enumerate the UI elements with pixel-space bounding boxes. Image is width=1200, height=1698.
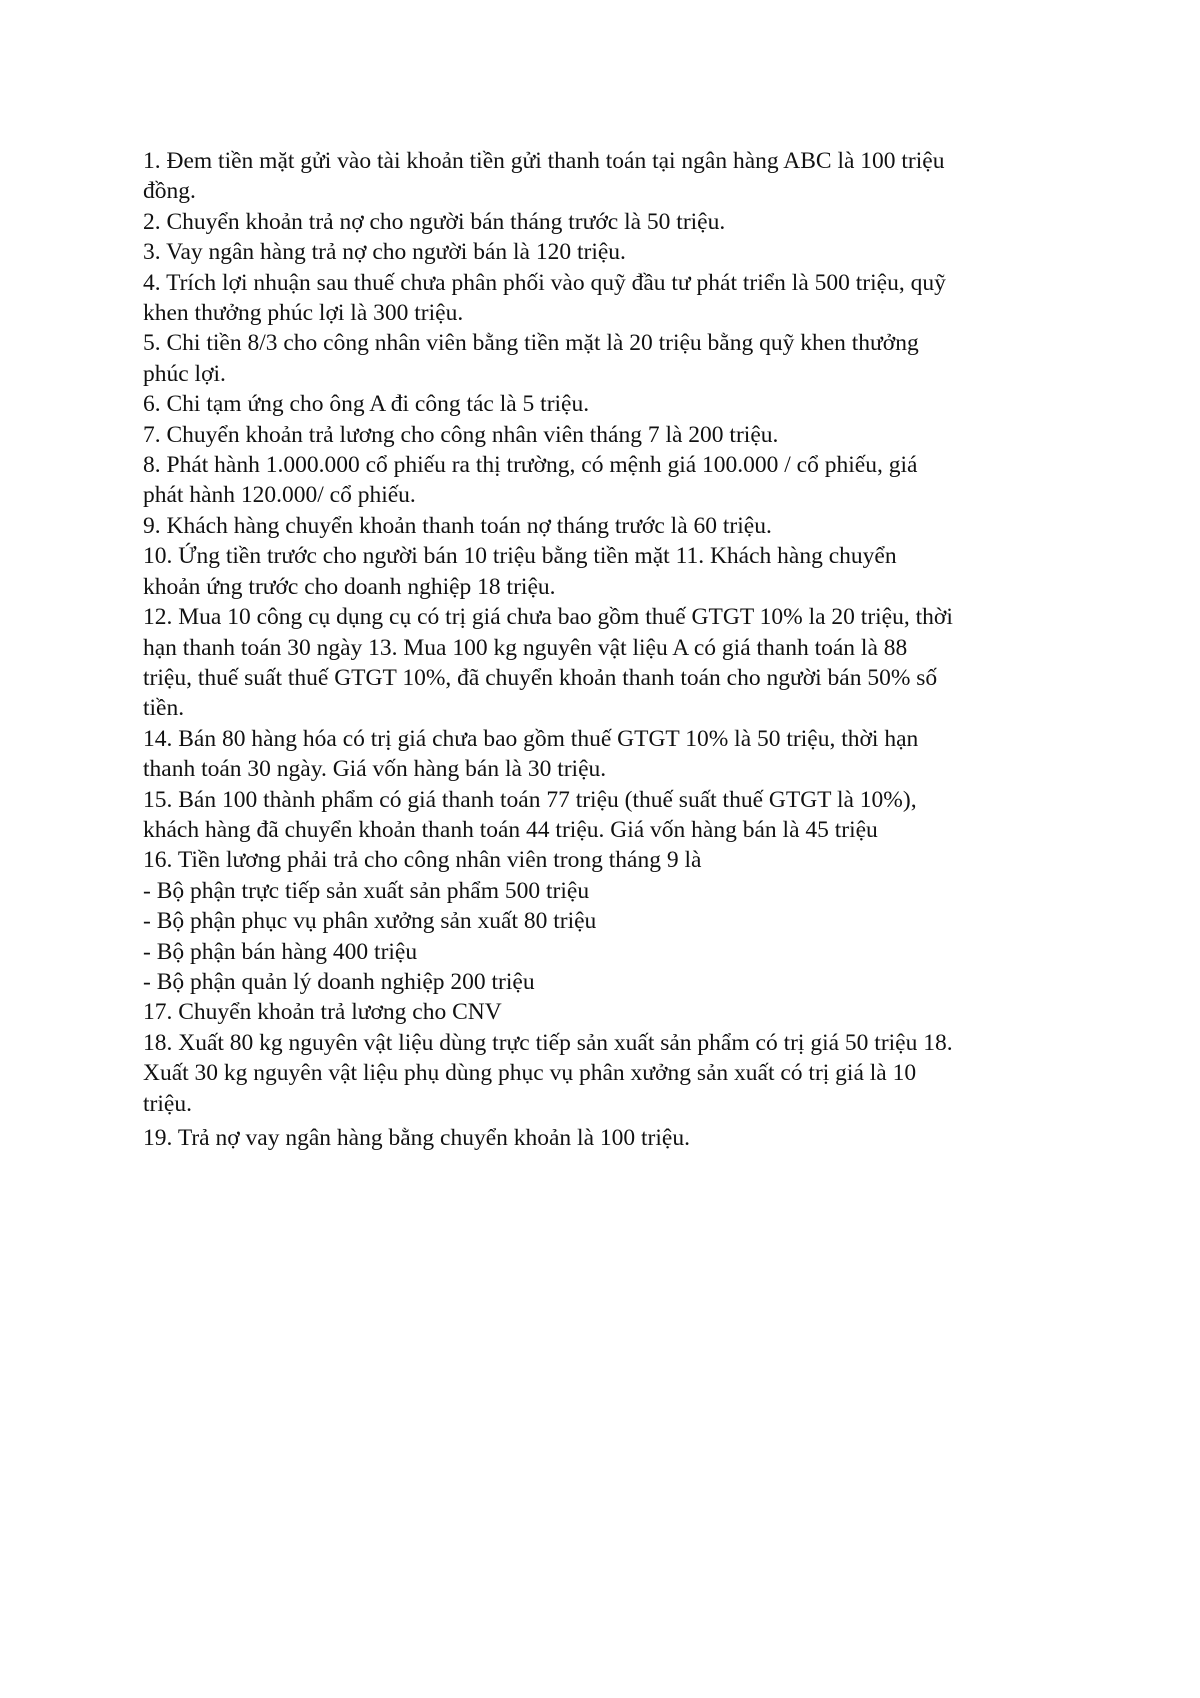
text-line: 4. Trích lợi nhuận sau thuế chưa phân phối vào quỹ đầu tư phát triển là 500 triệu, quỹ [143, 269, 946, 296]
text-line: 6. Chi tạm ứng cho ông A đi công tác là 5 triệu. [143, 391, 590, 418]
text-line: khách hàng đã chuyển khoản thanh toán 44 triệu. Giá vốn hàng bán là 45 triệu [143, 816, 878, 843]
text-line: khoản ứng trước cho doanh nghiệp 18 triệu. [143, 573, 556, 600]
text-line: 9. Khách hàng chuyển khoản thanh toán nợ tháng trước là 60 triệu. [143, 512, 772, 539]
text-line: hạn thanh toán 30 ngày 13. Mua 100 kg nguyên vật liệu A có giá thanh toán là 88 [143, 634, 908, 661]
text-line: tiền. [143, 695, 185, 722]
text-line: 18. Xuất 80 kg nguyên vật liệu dùng trực tiếp sản xuất sản phẩm có trị giá 50 triệu 18. [143, 1029, 953, 1056]
text-line: 14. Bán 80 hàng hóa có trị giá chưa bao gồm thuế GTGT 10% là 50 triệu, thời hạn [143, 725, 919, 752]
text-line: - Bộ phận trực tiếp sản xuất sản phẩm 500 triệu [143, 877, 590, 904]
text-line: 1. Đem tiền mặt gửi vào tài khoản tiền gửi thanh toán tại ngân hàng ABC là 100 triệu [143, 148, 945, 174]
document-body [143, 146, 1063, 1153]
text-line: 12. Mua 10 công cụ dụng cụ có trị giá chưa bao gồm thuế GTGT 10% la 20 triệu, thời [143, 604, 953, 631]
text-line: - Bộ phận phục vụ phân xưởng sản xuất 80 triệu [143, 908, 597, 935]
text-line: 8. Phát hành 1.000.000 cổ phiếu ra thị trường, có mệnh giá 100.000 / cổ phiếu, giá [143, 452, 918, 479]
text-line: 3. Vay ngân hàng trả nợ cho người bán là 120 triệu. [143, 239, 626, 266]
text-line: phúc lợi. [143, 360, 226, 387]
text-line: 19. Trả nợ vay ngân hàng bằng chuyển khoản là 100 triệu. [143, 1125, 690, 1151]
text-line: phát hành 120.000/ cổ phiếu. [143, 482, 416, 509]
text-line: 2. Chuyển khoản trả nợ cho người bán tháng trước là 50 triệu. [143, 208, 726, 235]
text-line: 7. Chuyển khoản trả lương cho công nhân viên tháng 7 là 200 triệu. [143, 421, 779, 448]
text-line: đồng. [143, 178, 196, 205]
text-line: triệu. [143, 1090, 192, 1117]
text-line: Xuất 30 kg nguyên vật liệu phụ dùng phục vụ phân xưởng sản xuất có trị giá là 10 [143, 1060, 917, 1087]
text-line: 15. Bán 100 thành phẩm có giá thanh toán 77 triệu (thuế suất thuế GTGT là 10%), [143, 786, 917, 813]
text-line: 17. Chuyển khoản trả lương cho CNV [143, 999, 502, 1026]
text-line: - Bộ phận bán hàng 400 triệu [143, 938, 418, 965]
text-line: 10. Ứng tiền trước cho người bán 10 triệu bằng tiền mặt 11. Khách hàng chuyển [143, 543, 897, 570]
text-line: 16. Tiền lương phải trả cho công nhân viên trong tháng 9 là [143, 847, 702, 874]
text-line: khen thưởng phúc lợi là 300 triệu. [143, 300, 464, 327]
text-line: 5. Chi tiền 8/3 cho công nhân viên bằng tiền mặt là 20 triệu bằng quỹ khen thưởng [143, 330, 919, 357]
text-line: thanh toán 30 ngày. Giá vốn hàng bán là 30 triệu. [143, 756, 607, 783]
text-line: triệu, thuế suất thuế GTGT 10%, đã chuyển khoản thanh toán cho người bán 50% số [143, 664, 938, 691]
text-line: - Bộ phận quản lý doanh nghiệp 200 triệu [143, 968, 535, 995]
